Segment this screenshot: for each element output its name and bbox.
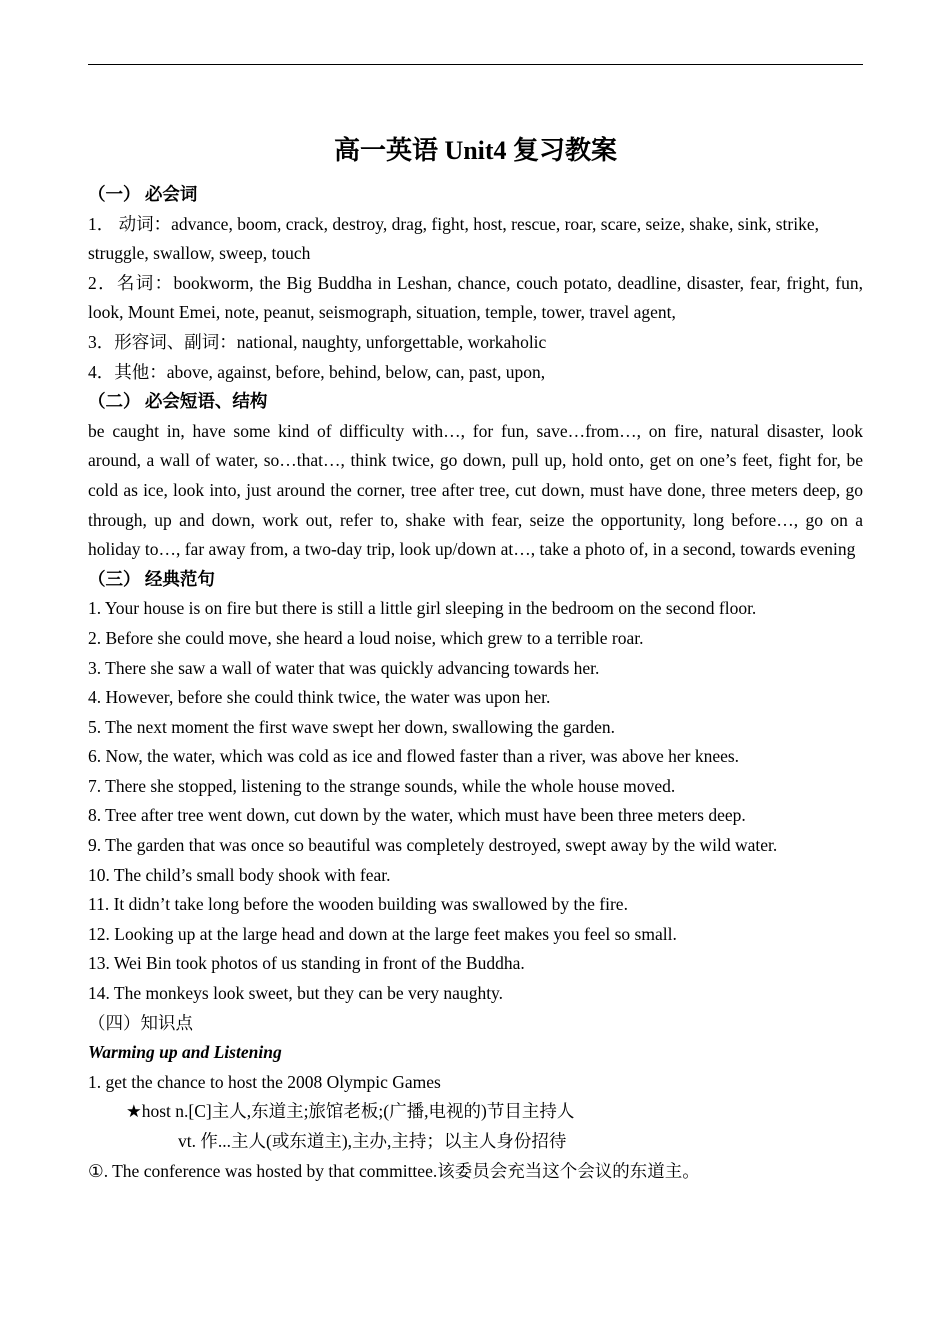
subheading-warming-up: Warming up and Listening [88, 1042, 282, 1063]
example-sentence: 9. The garden that was once so beautiful was completely destroyed, swept away by the wild water. [88, 835, 778, 856]
section-heading-vocabulary: （一） 必会词 [88, 184, 198, 204]
example-sentence: 3. There she saw a wall of water that was quickly advancing towards her. [88, 657, 600, 678]
header-rule [88, 64, 863, 65]
example-sentence: 11. It didn’t take long before the wooden building was swallowed by the fire. [88, 894, 628, 915]
example-sentence: 6. Now, the water, which was cold as ice and flowed faster than a river, was above her knees. [88, 746, 740, 767]
vocab-others: 4．其他：above, against, before, behind, below, can, past, upon, [88, 361, 546, 382]
phrases-paragraph: be caught in, have some kind of difficulty with…, for fun, save…from…, on fire, natural disaster, look around, a wall of water, so…that…, think twice, go down, pull up, hold onto, get on one’s feet, fight for, be cold as ice, look into, just around the corner, tree after tree, cut down, must have done, three meters deep, go through, up and down, work out, refer to, shake with fear, seize the opportunity, long before…, go on a holiday to…, far away from, a two-day trip, look up/down at…, take a photo of, in a second, towards evening [88, 420, 863, 560]
example-sentence: 14. The monkeys look sweet, but they can be very naughty. [88, 983, 504, 1004]
vocab-adjectives: 3．形容词、副词：national, naughty, unforgettable, workaholic [88, 331, 547, 352]
host-example-1: ①. The conference was hosted by that committee.该委员会充当这个会议的东道主。 [88, 1160, 700, 1181]
example-sentence: 12. Looking up at the large head and down at the large feet makes you feel so small. [88, 923, 677, 944]
example-sentence: 10. The child’s small body shook with fear. [88, 864, 391, 885]
example-sentence: 1. Your house is on fire but there is still a little girl sleeping in the bedroom on the second floor. [88, 598, 757, 619]
vocab-nouns: 2．名词：bookworm, the Big Buddha in Leshan, chance, couch potato, deadline, disaster, fear, fright, fun, look, Mount Emei, note, peanut, seismograph, situation, temple, tower, travel agent, [88, 272, 863, 323]
host-verb-definition: vt. 作...主人(或东道主),主办,主持；以主人身份招待 [178, 1131, 567, 1151]
section-heading-sentences: （三） 经典范句 [88, 568, 215, 589]
section-heading-knowledge: （四）知识点 [88, 1012, 193, 1033]
document-title: 高一英语 Unit4 复习教案 [333, 136, 618, 165]
example-sentence: 2. Before she could move, she heard a loud noise, which grew to a terrible roar. [88, 627, 644, 648]
host-noun-definition: ★host n.[C]主人,东道主;旅馆老板;(广播,电视的)节目主持人 [126, 1101, 575, 1122]
document-body [88, 132, 863, 1186]
example-sentence: 8. Tree after tree went down, cut down by the water, which must have been three meters deep. [88, 805, 746, 826]
section-heading-phrases: （二） 必会短语、结构 [88, 391, 268, 412]
vocab-verbs: 1． 动词：advance, boom, crack, destroy, drag, fight, host, rescue, roar, scare, seize, shake, sink, strike, struggle, swallow, sweep, touch [88, 213, 819, 264]
example-sentence: 13. Wei Bin took photos of us standing in front of the Buddha. [88, 953, 525, 974]
example-sentence: 7. There she stopped, listening to the strange sounds, while the whole house moved. [88, 775, 676, 796]
example-sentence: 5. The next moment the first wave swept her down, swallowing the garden. [88, 716, 615, 737]
example-sentence: 4. However, before she could think twice, the water was upon her. [88, 687, 551, 708]
knowledge-point-1: 1. get the chance to host the 2008 Olympic Games [88, 1071, 441, 1092]
